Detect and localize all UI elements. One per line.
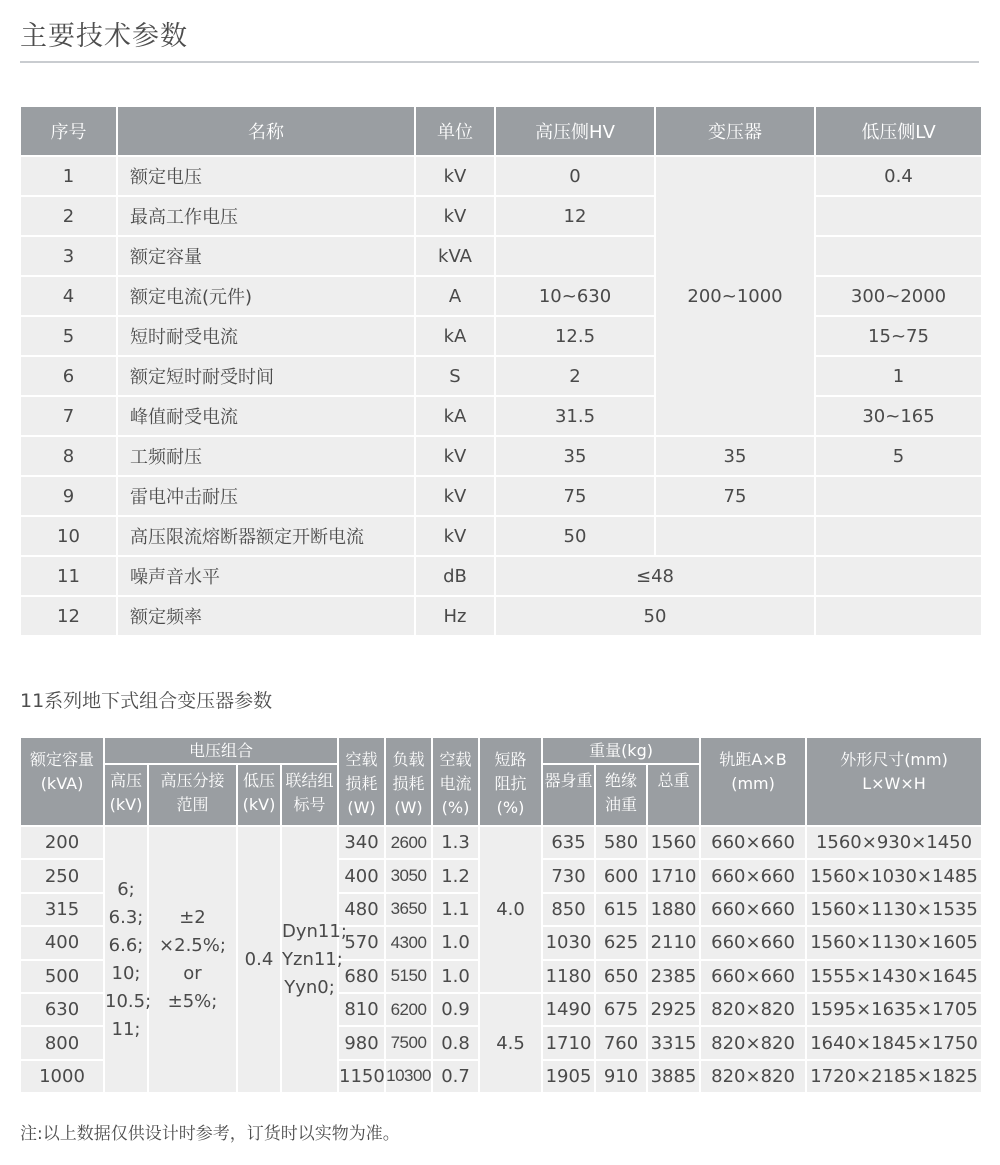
cell-hv: 10~630 bbox=[495, 276, 655, 316]
cell-oil-weight: 675 bbox=[595, 993, 647, 1026]
cell-no-load-loss: 1150 bbox=[338, 1060, 385, 1093]
cell-body-weight: 730 bbox=[542, 859, 595, 892]
cell-unit: Hz bbox=[415, 596, 495, 636]
col-header-transformer: 变压器 bbox=[655, 106, 815, 156]
cell-no-load-loss: 680 bbox=[338, 960, 385, 993]
cell-unit: kV bbox=[415, 196, 495, 236]
cell-lv: 30~165 bbox=[815, 396, 982, 436]
cell-no-load-current: 1.1 bbox=[432, 893, 479, 926]
cell-unit: kV bbox=[415, 156, 495, 196]
table-row bbox=[20, 826, 982, 859]
cell-gauge: 660×660 bbox=[700, 859, 806, 892]
cell-gauge: 660×660 bbox=[700, 926, 806, 959]
col-header-no-load-current bbox=[432, 737, 479, 826]
cell-total-weight: 3315 bbox=[647, 1026, 700, 1059]
cell-hv: 35 bbox=[495, 436, 655, 476]
cell-hv: 12 bbox=[495, 196, 655, 236]
cell-load-loss: 10300 bbox=[385, 1060, 432, 1093]
cell-capacity: 250 bbox=[20, 859, 104, 892]
cell-no-load-current: 1.2 bbox=[432, 859, 479, 892]
cell-name: 额定短时耐受时间 bbox=[117, 356, 415, 396]
table-row bbox=[20, 236, 982, 276]
cell-hv: 31.5 bbox=[495, 396, 655, 436]
cell-hv: 0 bbox=[495, 156, 655, 196]
col-header-load-loss bbox=[385, 737, 432, 826]
cell-capacity: 200 bbox=[20, 826, 104, 859]
cell-body-weight: 850 bbox=[542, 893, 595, 926]
cell-unit: kV bbox=[415, 436, 495, 476]
cell-transformer-merged: 200~1000 bbox=[655, 156, 815, 436]
cell-no: 8 bbox=[20, 436, 117, 476]
main-tech-params-table bbox=[19, 105, 983, 637]
header-text: 高压分接 范围 bbox=[160, 771, 225, 814]
col-header-lv bbox=[237, 764, 281, 826]
cell-transformer: 75 bbox=[655, 476, 815, 516]
cell-no-load-current: 1.0 bbox=[432, 960, 479, 993]
cell-oil-weight: 650 bbox=[595, 960, 647, 993]
cell-total-weight: 1880 bbox=[647, 893, 700, 926]
header-text: 高压 (kV) bbox=[109, 771, 143, 814]
cell-load-loss: 7500 bbox=[385, 1026, 432, 1059]
cell-name: 短时耐受电流 bbox=[117, 316, 415, 356]
table-row bbox=[20, 516, 982, 556]
table-row bbox=[20, 356, 982, 396]
cell-no: 5 bbox=[20, 316, 117, 356]
cell-name: 额定频率 bbox=[117, 596, 415, 636]
header-text: 轨距A×B (mm) bbox=[719, 750, 787, 793]
cell-gauge: 820×820 bbox=[700, 1026, 806, 1059]
cell-hv bbox=[495, 236, 655, 276]
cell-hv-transformer-merged: 50 bbox=[495, 596, 815, 636]
cell-hv: 2 bbox=[495, 356, 655, 396]
cell-no-load-current: 1.3 bbox=[432, 826, 479, 859]
cell-name: 噪声音水平 bbox=[117, 556, 415, 596]
cell-unit: kVA bbox=[415, 236, 495, 276]
header-text: 器身重 bbox=[544, 771, 593, 790]
cell-total-weight: 2385 bbox=[647, 960, 700, 993]
cell-dimensions: 1560×1130×1535 bbox=[806, 893, 982, 926]
cell-name: 高压限流熔断器额定开断电流 bbox=[117, 516, 415, 556]
cell-no-load-loss: 810 bbox=[338, 993, 385, 1026]
cell-name: 峰值耐受电流 bbox=[117, 396, 415, 436]
cell-name: 额定电流(元件) bbox=[117, 276, 415, 316]
cell-capacity: 500 bbox=[20, 960, 104, 993]
cell-load-loss: 4300 bbox=[385, 926, 432, 959]
cell-lv bbox=[815, 516, 982, 556]
col-header-voltage-group: 电压组合 bbox=[104, 737, 338, 764]
cell-body-weight: 1710 bbox=[542, 1026, 595, 1059]
col-header-lv: 低压侧LV bbox=[815, 106, 982, 156]
header-text: 短路 阻抗 (%) bbox=[494, 750, 527, 817]
col-header-no: 序号 bbox=[20, 106, 117, 156]
cell-body-weight: 1905 bbox=[542, 1060, 595, 1093]
cell-lv bbox=[815, 476, 982, 516]
title-divider bbox=[20, 61, 979, 63]
cell-lv: 0.4 bbox=[815, 156, 982, 196]
cell-no: 7 bbox=[20, 396, 117, 436]
cell-total-weight: 1710 bbox=[647, 859, 700, 892]
header-text: 6; 6.3; 6.6; 10; 10.5; 11; bbox=[105, 878, 152, 1040]
cell-no-load-loss: 340 bbox=[338, 826, 385, 859]
col-header-hv: 高压侧HV bbox=[495, 106, 655, 156]
table-row bbox=[20, 156, 982, 196]
section-subtitle: 11系列地下式组合变压器参数 bbox=[20, 690, 273, 712]
table-row bbox=[20, 556, 982, 596]
cell-oil-weight: 600 bbox=[595, 859, 647, 892]
header-text: 低压 (kV) bbox=[242, 771, 276, 814]
cell-tap-range-merged bbox=[148, 826, 237, 1093]
cell-dimensions: 1720×2185×1825 bbox=[806, 1060, 982, 1093]
transformer-params-table bbox=[19, 736, 983, 1094]
cell-dimensions: 1560×1030×1485 bbox=[806, 859, 982, 892]
col-header-unit: 单位 bbox=[415, 106, 495, 156]
cell-no-load-loss: 400 bbox=[338, 859, 385, 892]
cell-dimensions: 1560×1130×1605 bbox=[806, 926, 982, 959]
table-row bbox=[20, 436, 982, 476]
table-header-row bbox=[20, 106, 982, 156]
cell-hv: 12.5 bbox=[495, 316, 655, 356]
cell-oil-weight: 760 bbox=[595, 1026, 647, 1059]
cell-no-load-loss: 570 bbox=[338, 926, 385, 959]
cell-no: 10 bbox=[20, 516, 117, 556]
col-header-tap-range bbox=[148, 764, 237, 826]
cell-lv: 300~2000 bbox=[815, 276, 982, 316]
table-row bbox=[20, 476, 982, 516]
cell-no: 6 bbox=[20, 356, 117, 396]
cell-unit: kV bbox=[415, 516, 495, 556]
cell-no: 11 bbox=[20, 556, 117, 596]
cell-no: 3 bbox=[20, 236, 117, 276]
cell-total-weight: 3885 bbox=[647, 1060, 700, 1093]
cell-gauge: 660×660 bbox=[700, 826, 806, 859]
cell-no: 9 bbox=[20, 476, 117, 516]
header-text: 空载 损耗 (W) bbox=[345, 750, 378, 817]
cell-body-weight: 1180 bbox=[542, 960, 595, 993]
cell-body-weight: 1030 bbox=[542, 926, 595, 959]
col-header-impedance bbox=[479, 737, 542, 826]
col-header-dimensions bbox=[806, 737, 982, 826]
col-header-body-weight bbox=[542, 764, 595, 826]
cell-name: 额定电压 bbox=[117, 156, 415, 196]
cell-name: 额定容量 bbox=[117, 236, 415, 276]
cell-no-load-current: 0.9 bbox=[432, 993, 479, 1026]
cell-capacity: 315 bbox=[20, 893, 104, 926]
cell-capacity: 630 bbox=[20, 993, 104, 1026]
cell-unit: S bbox=[415, 356, 495, 396]
header-text: ±2 ×2.5%; or ±5%; bbox=[159, 906, 226, 1012]
table-row bbox=[20, 316, 982, 356]
cell-transformer: 35 bbox=[655, 436, 815, 476]
footnote: 注:以上数据仅供设计时参考，订货时以实物为准。 bbox=[20, 1124, 400, 1144]
cell-unit: A bbox=[415, 276, 495, 316]
cell-name: 工频耐压 bbox=[117, 436, 415, 476]
col-header-weight-group: 重量(kg) bbox=[542, 737, 700, 764]
header-text: 额定容量 (kVA) bbox=[29, 750, 94, 793]
cell-no-load-current: 0.7 bbox=[432, 1060, 479, 1093]
cell-lv: 1 bbox=[815, 356, 982, 396]
table-row bbox=[20, 276, 982, 316]
table-row bbox=[20, 196, 982, 236]
col-header-hv bbox=[104, 764, 148, 826]
cell-no-load-current: 1.0 bbox=[432, 926, 479, 959]
cell-gauge: 660×660 bbox=[700, 960, 806, 993]
cell-impedance-merged: 4.5 bbox=[479, 993, 542, 1093]
cell-load-loss: 6200 bbox=[385, 993, 432, 1026]
table-row bbox=[20, 396, 982, 436]
cell-hv-merged bbox=[104, 826, 152, 1093]
cell-transformer bbox=[655, 516, 815, 556]
cell-body-weight: 635 bbox=[542, 826, 595, 859]
cell-hv: 50 bbox=[495, 516, 655, 556]
table-row bbox=[20, 596, 982, 636]
cell-dimensions: 1560×930×1450 bbox=[806, 826, 982, 859]
cell-total-weight: 2110 bbox=[647, 926, 700, 959]
cell-vector-group-merged bbox=[281, 826, 347, 1093]
header-text: 总重 bbox=[657, 771, 690, 790]
header-text: 外形尺寸(mm) L×W×H bbox=[840, 750, 948, 793]
cell-load-loss: 3050 bbox=[385, 859, 432, 892]
cell-lv-merged: 0.4 bbox=[237, 826, 281, 1093]
cell-dimensions: 1595×1635×1705 bbox=[806, 993, 982, 1026]
col-header-gauge bbox=[700, 737, 806, 826]
cell-dimensions: 1555×1430×1645 bbox=[806, 960, 982, 993]
cell-lv bbox=[815, 236, 982, 276]
cell-no: 12 bbox=[20, 596, 117, 636]
col-header-name: 名称 bbox=[117, 106, 415, 156]
cell-dimensions: 1640×1845×1750 bbox=[806, 1026, 982, 1059]
cell-lv bbox=[815, 596, 982, 636]
cell-oil-weight: 910 bbox=[595, 1060, 647, 1093]
cell-no: 1 bbox=[20, 156, 117, 196]
cell-load-loss: 2600 bbox=[385, 826, 432, 859]
cell-no-load-loss: 980 bbox=[338, 1026, 385, 1059]
cell-unit: kA bbox=[415, 316, 495, 356]
cell-gauge: 820×820 bbox=[700, 1060, 806, 1093]
cell-capacity: 800 bbox=[20, 1026, 104, 1059]
header-text: 联结组 标号 bbox=[285, 771, 334, 814]
cell-oil-weight: 625 bbox=[595, 926, 647, 959]
col-header-vector-group bbox=[281, 764, 338, 826]
cell-load-loss: 5150 bbox=[385, 960, 432, 993]
cell-total-weight: 1560 bbox=[647, 826, 700, 859]
cell-gauge: 660×660 bbox=[700, 893, 806, 926]
cell-hv: 75 bbox=[495, 476, 655, 516]
header-text: 绝缘 油重 bbox=[605, 771, 638, 814]
cell-no-load-loss: 480 bbox=[338, 893, 385, 926]
cell-lv: 15~75 bbox=[815, 316, 982, 356]
cell-hv-transformer-merged: ≤48 bbox=[495, 556, 815, 596]
col-header-total-weight bbox=[647, 764, 700, 826]
cell-no: 4 bbox=[20, 276, 117, 316]
cell-capacity: 1000 bbox=[20, 1060, 104, 1093]
table-header-row bbox=[20, 737, 982, 764]
cell-capacity: 400 bbox=[20, 926, 104, 959]
cell-body-weight: 1490 bbox=[542, 993, 595, 1026]
cell-oil-weight: 615 bbox=[595, 893, 647, 926]
cell-lv bbox=[815, 556, 982, 596]
page-title: 主要技术参数 bbox=[20, 21, 188, 52]
header-text: 负载 损耗 (W) bbox=[392, 750, 425, 817]
col-header-no-load-loss bbox=[338, 737, 385, 826]
cell-lv bbox=[815, 196, 982, 236]
cell-name: 雷电冲击耐压 bbox=[117, 476, 415, 516]
cell-oil-weight: 580 bbox=[595, 826, 647, 859]
cell-lv: 5 bbox=[815, 436, 982, 476]
cell-unit: dB bbox=[415, 556, 495, 596]
cell-name: 最高工作电压 bbox=[117, 196, 415, 236]
header-text: 空载 电流 (%) bbox=[439, 750, 472, 817]
col-header-oil-weight bbox=[595, 764, 647, 826]
cell-no: 2 bbox=[20, 196, 117, 236]
cell-unit: kA bbox=[415, 396, 495, 436]
col-header-capacity bbox=[20, 737, 104, 826]
cell-load-loss: 3650 bbox=[385, 893, 432, 926]
header-text: Dyn11; Yzn11; Yyn0; bbox=[282, 920, 347, 998]
cell-gauge: 820×820 bbox=[700, 993, 806, 1026]
cell-impedance-merged: 4.0 bbox=[479, 826, 542, 993]
cell-unit: kV bbox=[415, 476, 495, 516]
cell-total-weight: 2925 bbox=[647, 993, 700, 1026]
cell-no-load-current: 0.8 bbox=[432, 1026, 479, 1059]
